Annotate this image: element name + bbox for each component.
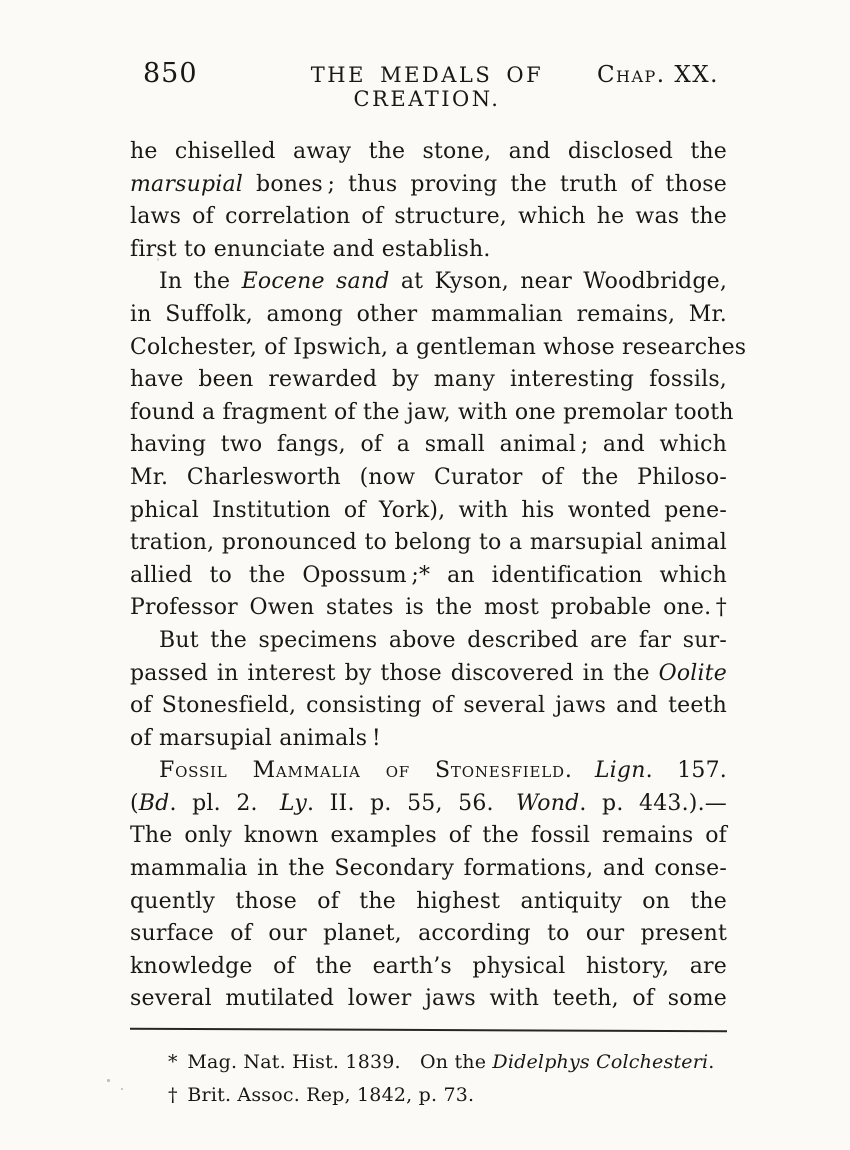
text-line: [130, 527, 727, 560]
text-line: [130, 788, 727, 821]
text-line: [130, 136, 727, 169]
text-run: * Mag. Nat. Hist. 1839. On the: [168, 1051, 493, 1074]
text-run: knowledge of the earth’s physical history, are: [130, 953, 727, 979]
text-run: passed in interest by those discovered in the: [130, 660, 659, 686]
italic-text: Lign: [594, 758, 646, 784]
text-run: quently those of the highest antiquity on the: [130, 888, 727, 914]
italic-text: Oolite: [658, 660, 727, 686]
text-run: several mutilated lower jaws with teeth, of some: [130, 986, 727, 1012]
text-run: allied to the Opossum ;* an identification which: [130, 562, 727, 588]
footnote: [168, 1079, 727, 1112]
text-run: . pl. 2.: [169, 790, 280, 816]
page-number: 850: [143, 58, 198, 89]
text-run: . 157.: [645, 758, 728, 784]
text-line: [130, 234, 727, 267]
footnote: [168, 1046, 727, 1079]
scan-speck: [107, 1079, 110, 1082]
page-header: [130, 58, 727, 111]
text-line: [130, 853, 727, 886]
text-run: But the specimens above described are far sur-: [159, 627, 727, 653]
italic-text: marsupial: [130, 171, 244, 197]
book-page: [130, 58, 747, 1112]
text-line: [130, 592, 727, 625]
text-line: [130, 625, 727, 658]
text-run: Professor Owen states is the most probable one.†: [130, 595, 727, 621]
text-line: [130, 397, 734, 430]
smallcaps-text: Fossil Mammalia of Stonesfield.: [159, 758, 573, 784]
text-line: [130, 299, 727, 332]
text-run: [573, 758, 595, 783]
text-run: bones ; thus proving the truth of those: [243, 171, 727, 197]
text-run: tration, pronounced to belong to a marsupial animal: [130, 530, 727, 556]
text-line: [130, 201, 727, 234]
text-run: .: [708, 1051, 715, 1074]
text-run: having two fangs, of a small animal ; and which: [130, 432, 727, 458]
text-line: [130, 690, 727, 723]
text-line: [130, 560, 727, 593]
text-run: he chiselled away the stone, and disclosed the: [130, 139, 727, 164]
italic-text: Bd: [138, 790, 170, 816]
text-run: The only known examples of the fossil remains of: [130, 823, 727, 849]
text-run: of Stonesfield, consisting of several jaws and teeth: [130, 693, 727, 719]
text-run: † Brit. Assoc. Rep, 1842, p. 73.: [168, 1084, 475, 1107]
running-title: THE MEDALS OF CREATION.: [310, 63, 544, 111]
text-run: Mr. Charlesworth (now Curator of the Philoso-: [130, 464, 727, 490]
text-run: laws of correlation of structure, which he was the: [130, 204, 727, 230]
text-line: [130, 755, 727, 788]
text-run: (: [130, 790, 139, 816]
text-line: [130, 495, 727, 528]
text-line: [130, 820, 727, 853]
text-line: [130, 658, 727, 691]
text-run: In the: [159, 269, 242, 295]
text-line: [130, 886, 727, 919]
scan-speck: [157, 258, 159, 261]
footnotes: [130, 1046, 727, 1112]
text-line: [130, 983, 727, 1016]
text-run: Colchester, of Ipswich, a gentleman whose researches: [130, 334, 747, 360]
body-text: [130, 136, 747, 1016]
text-line: [130, 918, 727, 951]
text-run: surface of our planet, according to our present: [130, 921, 727, 947]
italic-text: Didelphys Colchesteri: [492, 1051, 709, 1074]
text-run: at Kyson, near Woodbridge,: [389, 269, 728, 295]
text-run: of marsupial animals !: [130, 725, 381, 751]
text-run: have been rewarded by many interesting fossils,: [130, 367, 727, 393]
scan-speck: [121, 1088, 123, 1090]
text-run: found a fragment of the jaw, with one premolar tooth: [130, 399, 734, 425]
text-run: phical Institution of York), with his wonted pene-: [130, 497, 727, 523]
text-line: [130, 723, 727, 756]
text-line: [130, 266, 727, 299]
italic-text: Ly: [279, 790, 307, 816]
text-run: in Suffolk, among other mammalian remains, Mr.: [130, 301, 727, 327]
text-line: [130, 332, 747, 365]
text-line: [130, 364, 727, 397]
text-run: mammalia in the Secondary formations, and conse-: [130, 856, 727, 882]
text-run: . II. p. 55, 56.: [306, 790, 516, 816]
italic-text: Eocene sand: [241, 269, 390, 295]
text-run: . p. 443.).—: [579, 790, 727, 816]
text-line: [130, 429, 727, 462]
text-line: [130, 169, 727, 202]
chapter-label: Chap. XX.: [596, 62, 719, 88]
italic-text: Wond: [515, 790, 580, 816]
text-run: first to enunciate and establish.: [130, 236, 491, 262]
text-line: [130, 951, 727, 984]
text-line: [130, 462, 727, 495]
footnote-rule: [130, 1028, 727, 1033]
